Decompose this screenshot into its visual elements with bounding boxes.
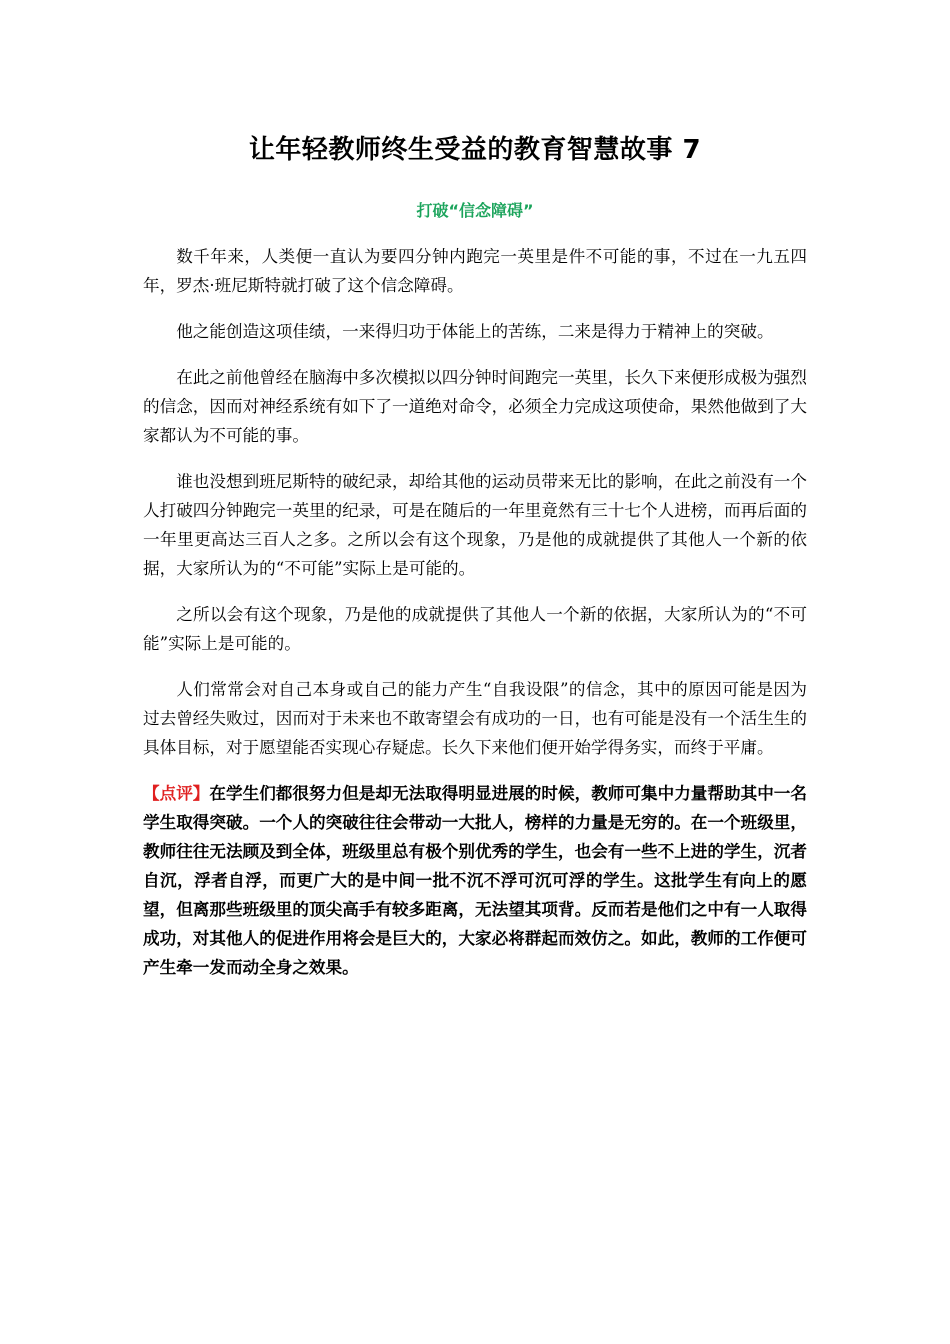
paragraph-1: 数千年来，人类便一直认为要四分钟内跑完一英里是件不可能的事，不过在一九五四年，罗杰·班尼斯特就打破了这个信念障碍。	[143, 247, 807, 295]
paragraph-6: 人们常常会对自己本身或自己的能力产生“自我设限”的信念，其中的原因可能是因为过去曾经失败过，因而对于未来也不敢寄望会有成功的一日，也有可能是没有一个活生生的具体目标，对于愿望能否实现心存疑虑。长久下来他们便开始学得务实，而终于平庸。	[143, 680, 807, 757]
paragraph-4: 谁也没想到班尼斯特的破纪录，却给其他的运动员带来无比的影响，在此之前没有一个人打破四分钟跑完一英里的纪录，可是在随后的一年里竟然有三十七个人进榜，而再后面的一年里更高达三百人之多。之所以会有这个现象，乃是他的成就提供了其他人一个新的依据，大家所认为的“不可能”实际上是可能的。	[143, 472, 807, 578]
comment-block	[143, 779, 807, 982]
comment-text: 在学生们都很努力但是却无法取得明显进展的时候，教师可集中力量帮助其中一名学生取得突破。一个人的突破往往会带动一大批人，榜样的力量是无穷的。在一个班级里，教师往往无法顾及到全体，班级里总有极个别优秀的学生，也会有一些不上进的学生，沉者自沉，浮者自浮，而更广大的是中间一批不沉不浮可沉可浮的学生。这批学生有向上的愿望，但离那些班级里的顶尖高手有较多距离，无法望其项背。反而若是他们之中有一人取得成功，对其他人的促进作用将会是巨大的，大家必将群起而效仿之。如此，教师的工作便可产生牵一发而动全身之效果。	[143, 784, 808, 977]
paragraph-2: 他之能创造这项佳绩，一来得归功于体能上的苦练，二来是得力于精神上的突破。	[176, 322, 774, 341]
paragraph-5: 之所以会有这个现象，乃是他的成就提供了其他人一个新的依据，大家所认为的“不可能”实际上是可能的。	[143, 605, 807, 653]
story-subtitle: 打破“信念障碍”	[416, 201, 534, 220]
document-page	[143, 126, 807, 982]
document-title: 让年轻教师终生受益的教育智慧故事 7	[248, 135, 702, 165]
paragraph-3: 在此之前他曾经在脑海中多次模拟以四分钟时间跑完一英里，长久下来便形成极为强烈的信念，因而对神经系统有如下了一道绝对命令，必须全力完成这项使命，果然他做到了大家都认为不可能的事。	[143, 368, 807, 445]
comment-label: 【点评】	[143, 784, 210, 803]
